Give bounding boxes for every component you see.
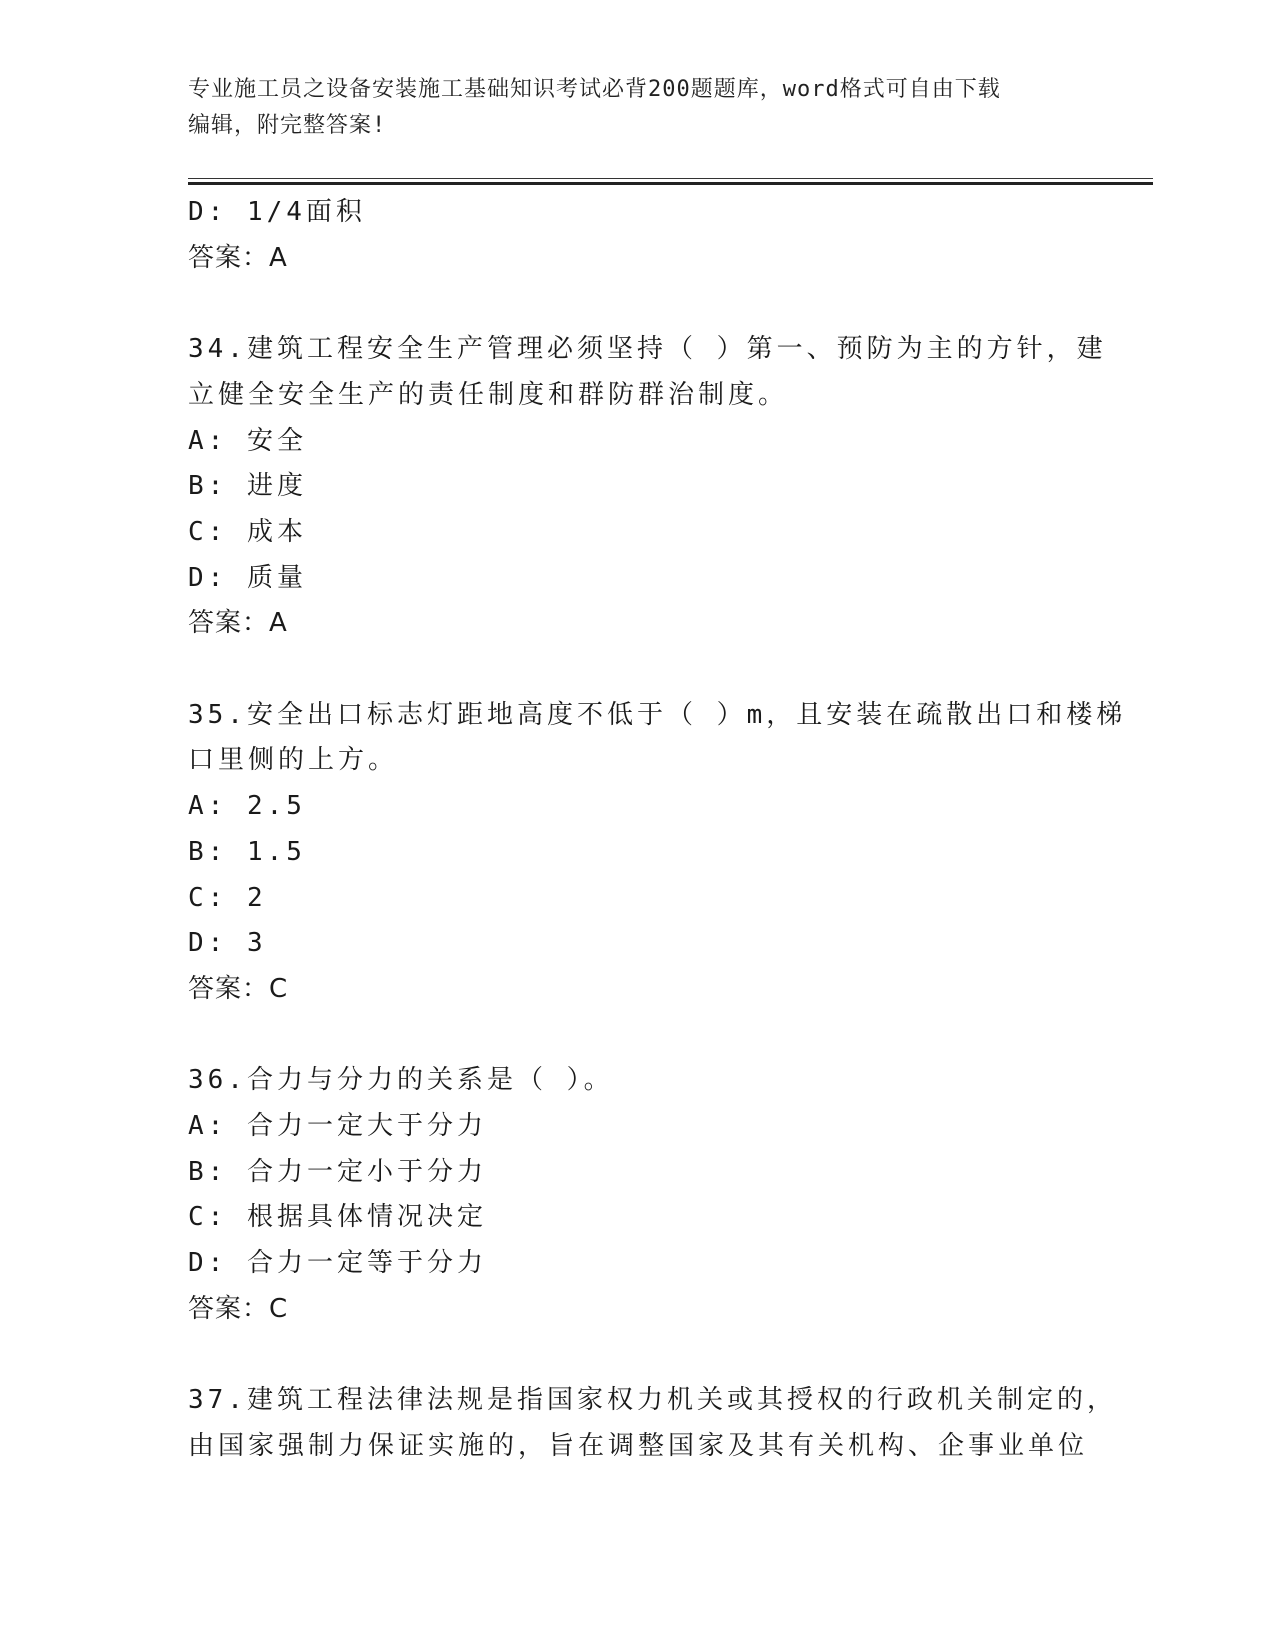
header-divider-thick xyxy=(188,182,1153,185)
question-text: 35.安全出口标志灯距地高度不低于（ ）m，且安装在疏散出口和楼梯 xyxy=(188,699,1127,730)
option-b: B: 进度 xyxy=(188,471,307,502)
question-text: 34.建筑工程安全生产管理必须坚持（ ）第一、预防为主的方针，建 xyxy=(188,334,1107,365)
spacer xyxy=(188,281,1088,327)
header-line-2: 编辑，附完整答案! xyxy=(188,113,387,138)
question-text-continued: 由国家强制力保证实施的，旨在调整国家及其有关机构、企事业单位 xyxy=(188,1430,1089,1461)
header-divider-thin xyxy=(188,178,1153,179)
option-c: C: 2 xyxy=(188,882,267,913)
question-34 xyxy=(188,327,1107,647)
question-content xyxy=(188,190,1127,1470)
spacer xyxy=(188,1333,1088,1379)
question-text-continued: 口里侧的上方。 xyxy=(188,745,399,776)
header-line-1: 专业施工员之设备安装施工基础知识考试必背200题题库，word格式可自由下载 xyxy=(188,77,1001,102)
option-b: B: 合力一定小于分力 xyxy=(188,1156,487,1187)
option-c: C: 成本 xyxy=(188,516,307,547)
question-36 xyxy=(188,1058,1088,1332)
question-text-continued: 立健全安全生产的责任制度和群防群治制度。 xyxy=(188,379,789,410)
document-header xyxy=(188,72,1088,144)
option-a: A: 安全 xyxy=(188,425,307,456)
answer: 答案：C xyxy=(188,1293,289,1324)
spacer xyxy=(188,647,1088,693)
option-d: D: 1/4面积 xyxy=(188,197,366,227)
option-d: D: 3 xyxy=(188,928,267,959)
question-37 xyxy=(188,1378,1117,1469)
option-b: B: 1.5 xyxy=(188,836,306,867)
previous-question-tail xyxy=(188,190,1088,281)
question-35 xyxy=(188,693,1127,1013)
question-text: 36.合力与分力的关系是（ ）。 xyxy=(188,1065,614,1096)
option-c: C: 根据具体情况决定 xyxy=(188,1202,487,1233)
question-text: 37.建筑工程法律法规是指国家权力机关或其授权的行政机关制定的， xyxy=(188,1385,1117,1416)
answer: 答案：A xyxy=(188,608,288,639)
option-a: A: 2.5 xyxy=(188,791,306,822)
option-d: D: 合力一定等于分力 xyxy=(188,1248,487,1279)
answer: 答案：C xyxy=(188,973,289,1004)
spacer xyxy=(188,1013,1088,1059)
answer: 答案：A xyxy=(188,242,288,273)
option-a: A: 合力一定大于分力 xyxy=(188,1111,487,1142)
option-d: D: 质量 xyxy=(188,562,307,593)
